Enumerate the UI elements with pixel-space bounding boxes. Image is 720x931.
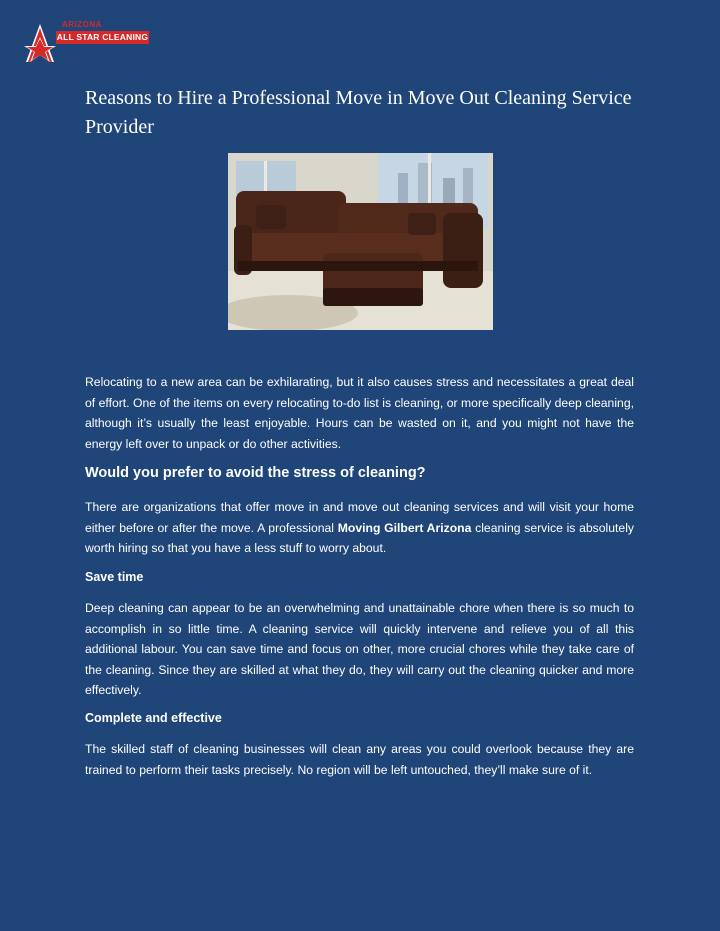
section-heading-avoid-stress: Would you prefer to avoid the stress of cleaning? xyxy=(85,465,426,481)
section-heading-save-time: Save time xyxy=(85,570,144,584)
section-paragraph-avoid-stress xyxy=(85,497,634,559)
section-paragraph-complete-effective: The skilled staff of cleaning businesses will clean any areas you could overlook because they are trained to perform their tasks precisely. No region will be left untouched, they’ll make sure of it. xyxy=(85,742,634,777)
section-heading-complete-effective: Complete and effective xyxy=(85,711,222,725)
sofa-photo xyxy=(228,153,493,330)
paragraph-text: cleaning service is absolutely worth hiring so that you have a less stuff to worry about. xyxy=(85,520,634,555)
paragraph-text: There are organizations that offer move in and move out cleaning services and will visit your home either before or after the move. A professional xyxy=(85,500,634,535)
logo-banner-text: ALL STAR CLEANING xyxy=(56,32,149,42)
company-logo xyxy=(22,20,152,64)
intro-paragraph: Relocating to a new area can be exhilarating, but it also causes stress and necessitates a great deal of effort. One of the items on every relocating to-do list is cleaning, or more specifically deep cleaning, although it’s usually the least enjoyable. Hours can be wasted on it, and you might not have the energy left over to unpack or do other activities. xyxy=(85,375,634,451)
page-title: Reasons to Hire a Professional Move in Move Out Cleaning Service Provider xyxy=(85,87,632,138)
sofa-illustration xyxy=(228,153,493,330)
section-paragraph-save-time: Deep cleaning can appear to be an overwhelming and unattainable chore when there is so much to accomplish in so little time. A cleaning service will quickly intervene and relieve you of all this additional labour. You can save time and focus on other, more crucial chores while they take care of the cleaning. Since they are skilled at what they do, they will carry out the cleaning quicker and more effectively. xyxy=(85,601,634,697)
logo-arizona-text: ARIZONA xyxy=(62,20,102,29)
moving-gilbert-arizona-strong: Moving Gilbert Arizona xyxy=(337,520,472,535)
